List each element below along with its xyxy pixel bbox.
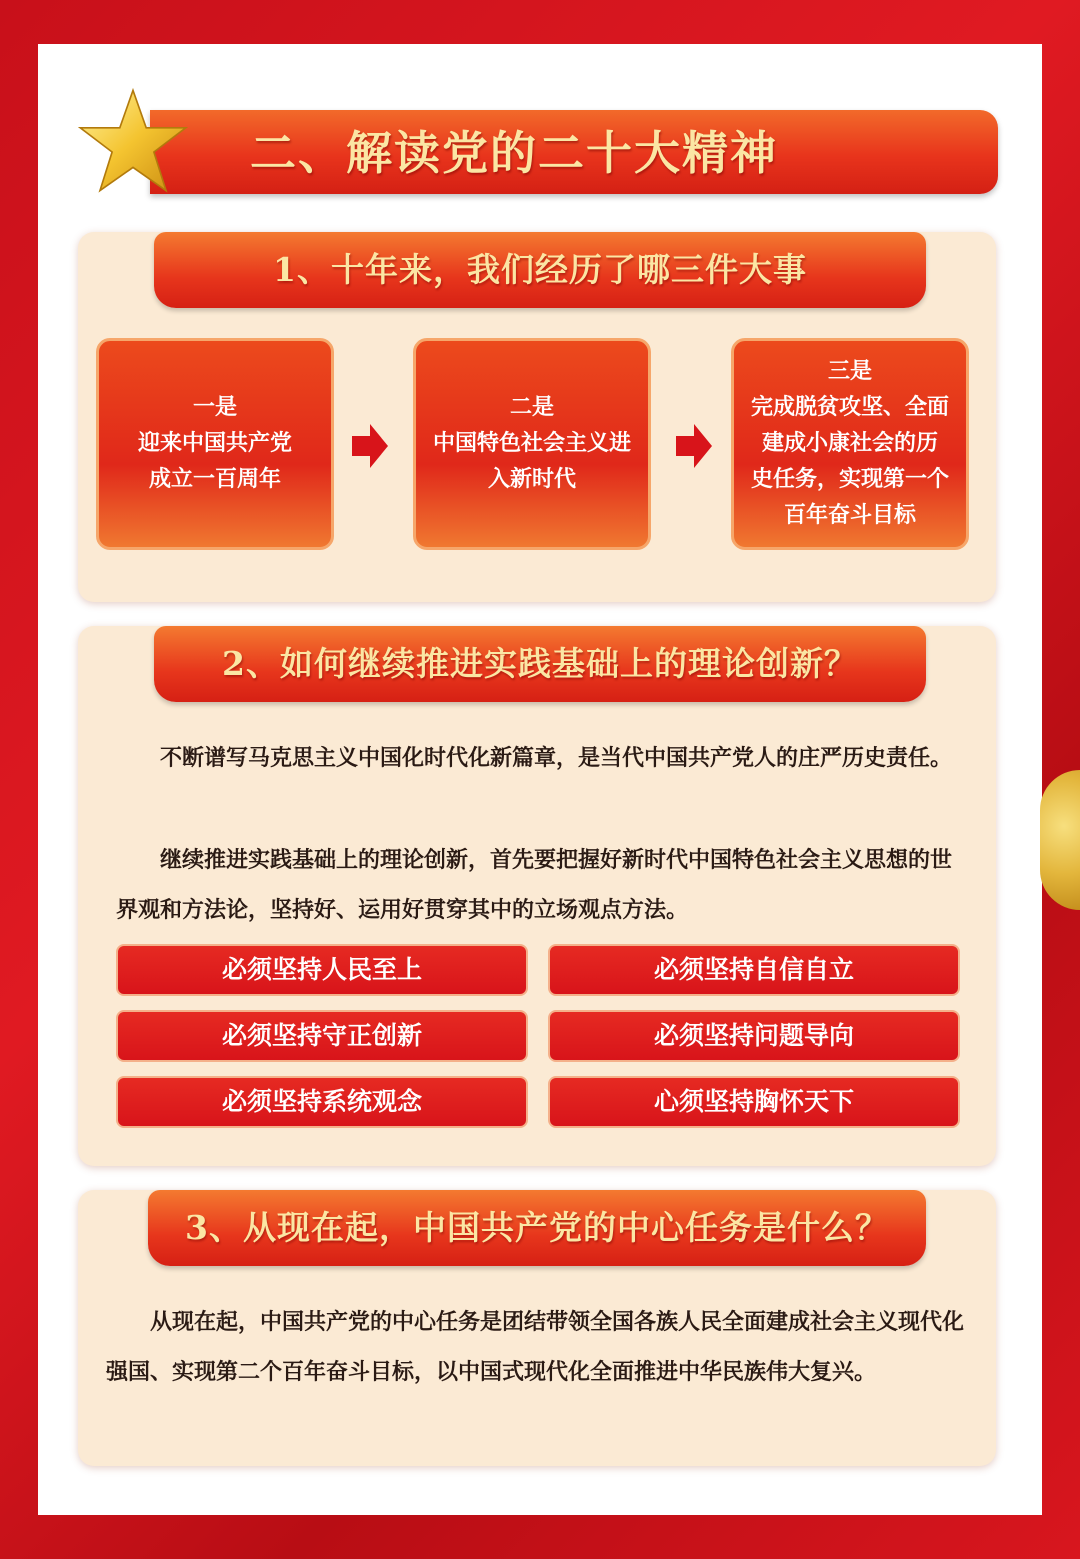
section-3-heading: 3、从现在起，中国共产党的中心任务是什么？ — [148, 1190, 926, 1266]
event-box-3 — [731, 338, 969, 550]
paragraph: 从现在起，中国共产党的中心任务是团结带领全国各族人民全面建成社会主义现代化强国、实现第二个百年奋斗目标，以中国式现代化全面推进中华民族伟大复兴。 — [106, 1310, 965, 1385]
event-line: 完成脱贫攻坚、全面 — [750, 395, 949, 420]
principle-item: 必须坚持系统观念 — [116, 1076, 528, 1128]
paragraph: 继续推进实践基础上的理论创新，首先要把握好新时代中国特色社会主义思想的世界观和方法论，坚持好、运用好贯穿其中的立场观点方法。 — [116, 848, 953, 923]
event-line: 建成小康社会的历 — [761, 431, 938, 456]
page-title: 二、解读党的二十大精神 — [250, 126, 778, 180]
principle-item: 必须坚持守正创新 — [116, 1010, 528, 1062]
event-line: 迎来中国共产党 — [137, 431, 292, 456]
paragraph: 不断谱写马克思主义中国化时代化新篇章，是当代中国共产党人的庄严历史责任。 — [160, 746, 953, 771]
event-line: 入新时代 — [487, 467, 576, 492]
principle-item: 必须坚持自信自立 — [548, 944, 960, 996]
section-1-heading: 1、十年来，我们经历了哪三件大事 — [154, 232, 926, 308]
arrow-right-icon — [352, 424, 388, 468]
section-2-heading: 2、如何继续推进实践基础上的理论创新？ — [154, 626, 926, 702]
event-box-2 — [413, 338, 651, 550]
principle-item: 必须坚持人民至上 — [116, 944, 528, 996]
principle-item: 心须坚持胸怀天下 — [548, 1076, 960, 1128]
event-label: 二是 — [509, 395, 554, 420]
event-line: 史任务，实现第一个 — [750, 467, 949, 492]
arrow-right-icon — [676, 424, 712, 468]
event-label: 三是 — [827, 359, 872, 384]
auspicious-cloud-decoration — [1040, 770, 1080, 910]
event-line: 成立一百周年 — [148, 467, 281, 492]
event-line: 中国特色社会主义进 — [432, 431, 631, 456]
star-icon — [78, 86, 188, 196]
event-box-1 — [96, 338, 334, 550]
event-line: 百年奋斗目标 — [783, 503, 916, 528]
event-label: 一是 — [192, 395, 237, 420]
principle-item: 必须坚持问题导向 — [548, 1010, 960, 1062]
